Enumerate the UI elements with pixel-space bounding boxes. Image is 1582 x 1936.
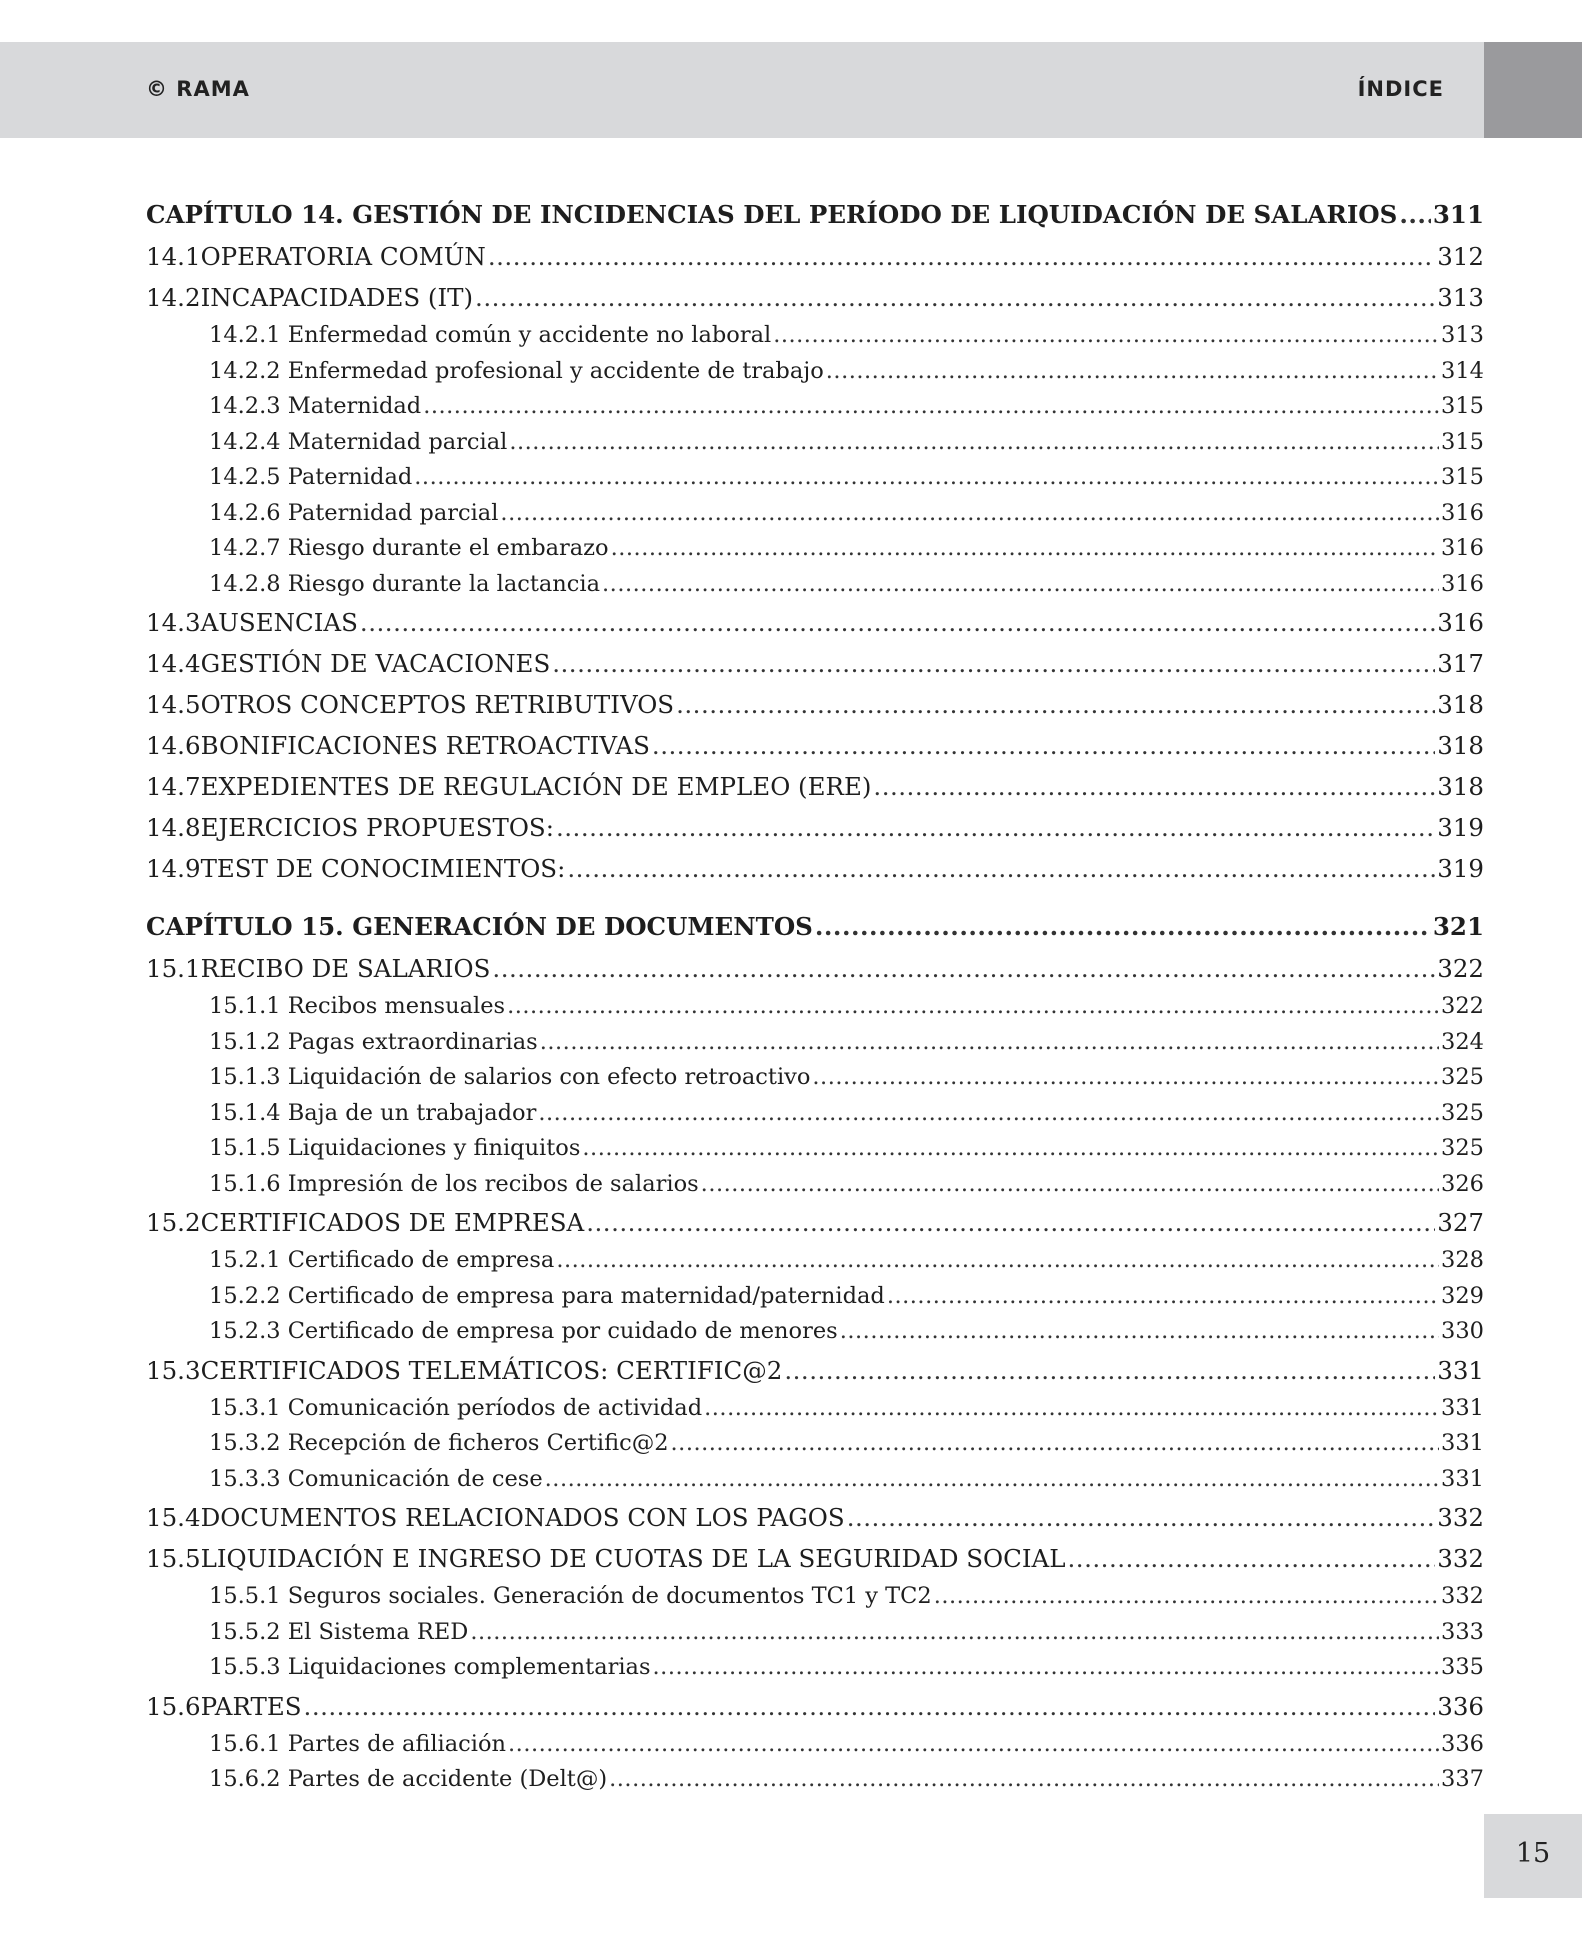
toc-entry-title: OTROS CONCEPTOS RETRIBUTIVOS [200,690,675,719]
toc-entry-title: CAPÍTULO 15. GENERACIÓN DE DOCUMENTOS [146,912,813,941]
toc-entry-title: 15.3.1 Comunicación períodos de actividad [209,1394,703,1421]
toc-section-entry[interactable] [146,807,1484,848]
toc-entry-title: CAPÍTULO 14. GESTIÓN DE INCIDENCIAS DEL PERÍODO DE LIQUIDACIÓN DE SALARIOS [146,200,1398,229]
toc-entry-page: 315 [1441,393,1484,419]
toc-section-entry[interactable] [146,1350,1484,1391]
toc-entry-title: 15.6.1 Partes de afiliación [209,1730,507,1757]
dot-leader [784,1350,1435,1391]
toc-subsection-entry[interactable] [146,1167,1484,1203]
dot-leader [492,948,1435,989]
toc-subsection-entry[interactable] [146,354,1484,390]
dot-leader [304,1686,1436,1727]
toc-entry-page: 328 [1441,1247,1484,1273]
dot-leader [773,318,1439,354]
toc-entry-page: 319 [1437,813,1484,842]
toc-entry-page: 315 [1441,428,1484,455]
toc-subsection-entry[interactable] [146,1391,1484,1427]
dot-leader [414,460,1439,496]
toc-section-entry[interactable] [146,1202,1484,1243]
toc-subsection-entry[interactable] [146,460,1484,496]
toc-entry-title: OPERATORIA COMÚN [200,242,486,271]
toc-entry-number: 14.8 [146,813,201,842]
toc-entry-title: 15.2.2 Certificado de empresa para maternidad/paternidad [209,1282,885,1309]
toc-entry-number: 15.1 [146,954,201,983]
toc-entry-page: 331 [1437,1355,1484,1385]
toc-entry-title: 15.3.2 Recepción de ficheros Certific@2 [209,1430,669,1456]
toc-section-entry[interactable] [146,725,1484,766]
toc-entry-page: 331 [1441,1430,1484,1456]
toc-entry-title: INCAPACIDADES (IT) [200,283,474,312]
toc-entry-page: 332 [1441,1583,1484,1609]
dot-leader [552,643,1435,684]
toc-subsection-entry[interactable] [146,1279,1484,1315]
toc-entry-page: 336 [1441,1730,1484,1757]
toc-section-entry[interactable] [146,948,1484,989]
toc-entry-number: 14.6 [146,731,201,760]
toc-entry-title: LIQUIDACIÓN E INGRESO DE CUOTAS DE LA SEGURIDAD SOCIAL [200,1544,1066,1573]
toc-entry-title: 15.3.3 Comunicación de cese [209,1465,543,1492]
toc-section-entry[interactable] [146,277,1484,318]
toc-entry-page: 316 [1441,499,1484,526]
toc-subsection-entry[interactable] [146,1096,1484,1132]
dot-leader [671,1426,1440,1462]
header-tab-block [1484,42,1582,138]
toc-chapter-entry[interactable] [146,194,1484,236]
dot-leader [815,906,1431,948]
toc-entry-title: 15.6.2 Partes de accidente (Delt@) [209,1766,608,1792]
toc-subsection-entry[interactable] [146,567,1484,603]
toc-entry-page: 325 [1441,1099,1484,1126]
toc-entry-page: 314 [1441,357,1484,384]
toc-subsection-entry[interactable] [146,496,1484,532]
toc-subsection-entry[interactable] [146,531,1484,567]
toc-entry-number: 14.4 [146,649,201,678]
toc-entry-number: 14.2 [146,283,201,312]
dot-leader [567,848,1435,889]
toc-entry-page: 311 [1432,200,1484,229]
toc-entry-page: 313 [1441,322,1484,348]
toc-entry-page: 331 [1441,1394,1484,1421]
toc-section-entry[interactable] [146,848,1484,889]
dot-leader [556,1243,1439,1279]
dot-leader [582,1131,1439,1167]
dot-leader [488,236,1435,277]
toc-entry-page: 332 [1437,1544,1484,1573]
toc-entry-page: 316 [1441,570,1484,597]
toc-entry-page: 315 [1441,464,1484,490]
toc-entry-number: 14.1 [146,242,201,271]
toc-entry-page: 331 [1441,1465,1484,1492]
dot-leader [812,1060,1439,1096]
dot-leader [475,277,1435,318]
toc-entry-title: TEST DE CONOCIMIENTOS: [200,854,566,883]
toc-entry-page: 312 [1437,242,1484,271]
toc-entry-page: 332 [1437,1503,1484,1532]
toc-entry-title: 15.1.2 Pagas extraordinarias [209,1028,538,1055]
toc-subsection-entry[interactable] [146,1727,1484,1763]
toc-entry-title: PARTES [200,1691,302,1721]
toc-entry-title: BONIFICACIONES RETROACTIVAS [200,731,650,760]
toc-subsection-entry[interactable] [146,1426,1484,1462]
toc-section-entry[interactable] [146,643,1484,684]
toc-entry-page: 316 [1437,608,1484,637]
toc-entry-page: 318 [1437,772,1484,801]
toc-subsection-entry[interactable] [146,389,1484,425]
toc-entry-title: CERTIFICADOS DE EMPRESA [200,1208,585,1237]
dot-leader [507,989,1439,1025]
toc-entry-title: 14.2.2 Enfermedad profesional y accidente de trabajo [209,357,824,384]
toc-entry-page: 329 [1441,1282,1484,1309]
page-number: 15 [1515,1838,1551,1869]
toc-entry-number: 14.7 [146,772,201,801]
toc-entry-page: 322 [1437,954,1484,983]
toc-entry-title: 15.1.4 Baja de un trabajador [209,1099,537,1126]
toc-entry-title: DOCUMENTOS RELACIONADOS CON LOS PAGOS [200,1503,845,1532]
toc-entry-title: 15.5.3 Liquidaciones complementarias [209,1654,651,1680]
toc-subsection-entry[interactable] [146,1314,1484,1350]
toc-subsection-entry[interactable] [146,1060,1484,1096]
dot-leader [470,1615,1439,1651]
dot-leader [538,1096,1439,1132]
toc-entry-title: 15.1.3 Liquidación de salarios con efecto retroactivo [209,1064,811,1090]
toc-chapter-entry[interactable] [146,906,1484,948]
dot-leader [508,1727,1439,1763]
toc-entry-page: 325 [1441,1064,1484,1090]
dot-leader [545,1462,1439,1498]
dot-leader [1399,194,1431,236]
header-publisher: © RAMA [146,77,250,101]
toc-subsection-entry[interactable] [146,1462,1484,1498]
toc-entry-number: 14.3 [146,608,201,637]
toc-entry-title: 14.2.6 Paternidad parcial [209,499,499,526]
toc-entry-title: 15.1.1 Recibos mensuales [209,993,506,1019]
toc-entry-title: 14.2.1 Enfermedad común y accidente no laboral [209,322,772,348]
toc-entry-title: 14.2.5 Paternidad [209,464,413,490]
dot-leader [701,1167,1439,1203]
toc-entry-page: 330 [1441,1318,1484,1344]
toc-subsection-entry[interactable] [146,1243,1484,1279]
dot-leader [423,389,1439,425]
dot-leader [847,1497,1436,1538]
toc-entry-title: CERTIFICADOS TELEMÁTICOS: CERTIFIC@2 [200,1355,783,1385]
toc-section-entry[interactable] [146,1686,1484,1727]
dot-leader [611,531,1439,567]
dot-leader [1068,1538,1436,1579]
toc-entry-title: 15.5.1 Seguros sociales. Generación de documentos TC1 y TC2 [209,1583,932,1609]
dot-leader [602,567,1439,603]
toc-entry-number: 14.5 [146,690,201,719]
dot-leader [704,1391,1439,1427]
toc-subsection-entry[interactable] [146,318,1484,354]
toc-entry-page: 316 [1441,535,1484,561]
toc-section-entry[interactable] [146,1538,1484,1579]
toc-subsection-entry[interactable] [146,989,1484,1025]
toc-subsection-entry[interactable] [146,1131,1484,1167]
toc-entry-page: 327 [1437,1208,1484,1237]
toc-entry-title: 15.1.6 Impresión de los recibos de salarios [209,1170,699,1197]
dot-leader [676,684,1435,725]
dot-leader [556,807,1435,848]
toc-entry-page: 326 [1441,1170,1484,1197]
toc-entry-number: 15.5 [146,1544,201,1573]
toc-entry-number: 15.3 [146,1355,201,1385]
toc-entry-page: 325 [1441,1135,1484,1161]
dot-leader [652,725,1435,766]
dot-leader [887,1279,1439,1315]
toc-entry-page: 337 [1441,1766,1484,1792]
toc-entry-page: 313 [1437,283,1484,312]
toc-entry-title: 15.2.3 Certificado de empresa por cuidado de menores [209,1318,838,1344]
dot-leader [586,1202,1435,1243]
toc-subsection-entry[interactable] [146,1762,1484,1798]
toc-entry-title: GESTIÓN DE VACACIONES [200,649,551,678]
toc-entry-page: 318 [1437,690,1484,719]
toc-entry-number: 15.6 [146,1691,201,1721]
dot-leader [360,602,1435,643]
toc-entry-title: EJERCICIOS PROPUESTOS: [200,813,554,842]
toc-subsection-entry[interactable] [146,1650,1484,1686]
toc-entry-page: 319 [1437,854,1484,883]
toc-entry-title: RECIBO DE SALARIOS [200,954,491,983]
toc-entry-page: 317 [1437,649,1484,678]
toc-section-entry[interactable] [146,684,1484,725]
dot-leader [653,1650,1440,1686]
toc-section-entry[interactable] [146,602,1484,643]
toc-subsection-entry[interactable] [146,1615,1484,1651]
dot-leader [840,1314,1439,1350]
toc-entry-title: 14.2.7 Riesgo durante el embarazo [209,535,609,561]
table-of-contents [146,194,1484,1798]
toc-entry-title: AUSENCIAS [200,608,358,637]
toc-entry-title: 14.2.8 Riesgo durante la lactancia [209,570,601,597]
dot-leader [609,1762,1439,1798]
toc-section-entry[interactable] [146,236,1484,277]
toc-entry-page: 322 [1441,993,1484,1019]
toc-entry-number: 15.2 [146,1208,201,1237]
dot-leader [509,425,1439,461]
toc-entry-title: 15.5.2 El Sistema RED [209,1618,469,1645]
toc-entry-title: 14.2.4 Maternidad parcial [209,428,508,455]
dot-leader [540,1025,1439,1061]
toc-section-entry[interactable] [146,1497,1484,1538]
toc-entry-page: 335 [1441,1654,1484,1680]
toc-entry-number: 15.4 [146,1503,201,1532]
dot-leader [934,1579,1439,1615]
toc-entry-page: 333 [1441,1618,1484,1645]
toc-section-entry[interactable] [146,766,1484,807]
dot-leader [826,354,1439,390]
toc-entry-page: 321 [1432,912,1484,941]
toc-entry-title: 15.1.5 Liquidaciones y finiquitos [209,1135,581,1161]
toc-entry-number: 14.9 [146,854,201,883]
toc-entry-page: 324 [1441,1028,1484,1055]
toc-entry-title: 15.2.1 Certificado de empresa [209,1247,555,1273]
toc-subsection-entry[interactable] [146,1579,1484,1615]
toc-entry-page: 336 [1437,1691,1484,1721]
toc-entry-title: 14.2.3 Maternidad [209,393,422,419]
dot-leader [873,766,1435,807]
dot-leader [500,496,1439,532]
toc-subsection-entry[interactable] [146,425,1484,461]
toc-entry-title: EXPEDIENTES DE REGULACIÓN DE EMPLEO (ERE) [200,772,872,801]
toc-subsection-entry[interactable] [146,1025,1484,1061]
header-section-title: ÍNDICE [1357,77,1444,101]
toc-entry-page: 318 [1437,731,1484,760]
